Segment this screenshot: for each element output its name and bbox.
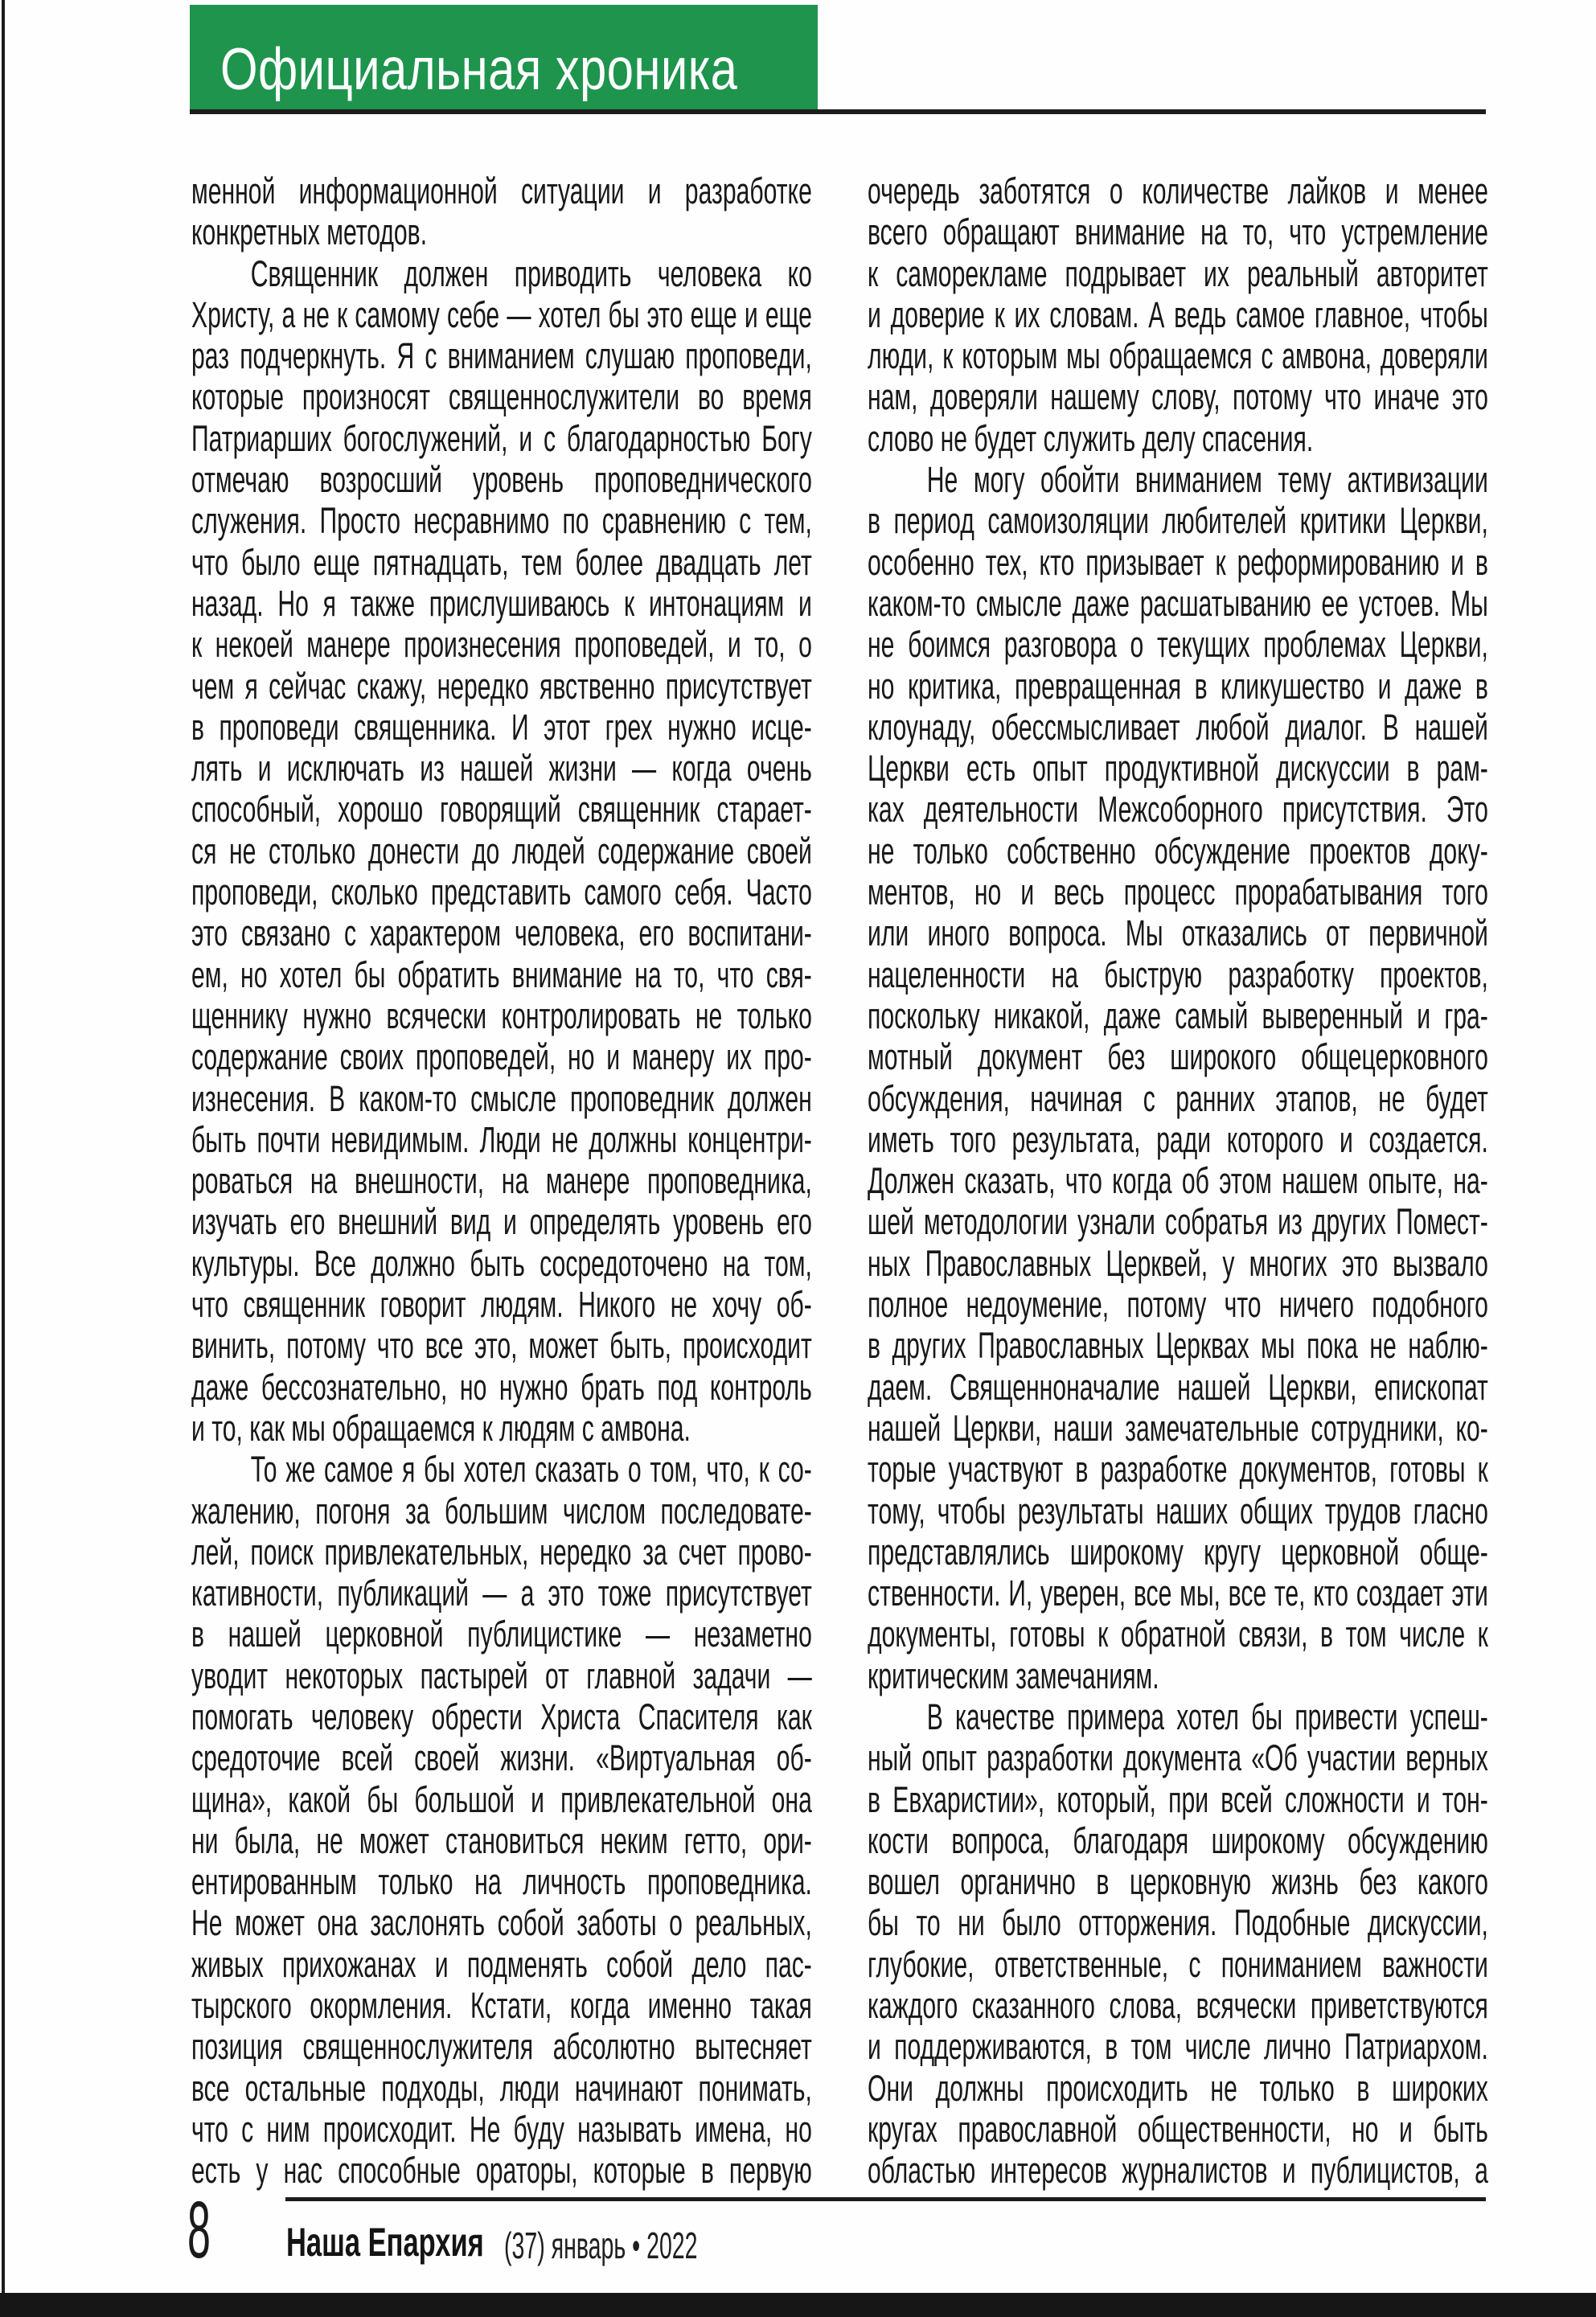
text-line: ках деятельности Межсоборного присутствия. Это — [868, 789, 1488, 830]
text-line: средоточие всей своей жизни. «Виртуальная об- — [191, 1737, 812, 1779]
text-line: Патриарших богослужений, и с благодарностью Богу — [191, 417, 812, 459]
text-line: тому, чтобы результаты наших общих трудов гласно — [868, 1490, 1488, 1532]
text-line: То же самое я бы хотел сказать о том, что, к со- — [250, 1449, 812, 1491]
text-line: Не могу обойти вниманием тему активизации — [926, 459, 1488, 501]
text-line: которые произносят священнослужители во время — [191, 376, 812, 418]
text-line: и поддерживаются, в том числе лично Патриархом. — [868, 2026, 1488, 2068]
text-line: критическим замечаниям. — [868, 1655, 1159, 1696]
section-title: Официальная хроника — [220, 37, 738, 102]
text-line: быть почти невидимым. Люди не должны концентри- — [191, 1118, 812, 1160]
text-line: люди, к которым мы обращаемся с амвона, доверяли — [868, 335, 1488, 377]
text-line: способный, хорошо говорящий священник старает- — [191, 789, 812, 830]
text-line: Должен сказать, что когда об этом нашем опыте, на- — [868, 1160, 1488, 1202]
page-left-edge-line — [2, 0, 5, 2317]
text-line: и то, как мы обращаемся к людям с амвона. — [191, 1407, 691, 1449]
text-line: жалению, погоня за большим числом последовате- — [191, 1490, 812, 1532]
text-line: Священник должен приводить человека ко — [250, 252, 812, 294]
text-line: но критика, превращенная в кликушество и даже в — [868, 665, 1488, 707]
text-line: щеннику нужно всячески контролировать не только — [191, 994, 812, 1036]
text-line: всего обращают внимание на то, что устремление — [868, 211, 1488, 253]
page-number: 8 — [187, 2185, 211, 2275]
header-rule — [190, 109, 1486, 114]
text-line: служения. Просто несравнимо по сравнению с тем, — [191, 500, 812, 542]
text-line: документы, готовы к обратной связи, в том числе к — [868, 1614, 1488, 1655]
text-line: бы то ни было отторжения. Подобные дискуссии, — [868, 1902, 1488, 1944]
text-line: кативности, публикаций — а это тоже присутствует — [191, 1573, 812, 1614]
text-line: глубокие, ответственные, с пониманием важности — [868, 1943, 1488, 1985]
text-line: в период самоизоляции любителей критики Церкви, — [868, 500, 1488, 542]
text-line: отмечаю возросший уровень проповеднического — [191, 459, 812, 501]
text-line: все остальные подходы, люди начинают понимать, — [191, 2067, 812, 2109]
text-line: ментов, но и весь процесс прорабатывания того — [868, 871, 1488, 913]
text-line: каком-то смысле даже расшатыванию ее устоев. Мы — [868, 582, 1488, 624]
text-line: Не может она заслонять собой заботы о реальных, — [191, 1902, 812, 1944]
text-line: даем. Священноначалие нашей Церкви, епископат — [868, 1366, 1488, 1408]
article-column-right — [868, 170, 1488, 2192]
text-line: нам, доверяли нашему слову, потому что иначе это — [868, 376, 1488, 418]
text-line: областью интересов журналистов и публицистов, а — [868, 2150, 1488, 2192]
text-line: кругах православной общественности, но и быть — [868, 2108, 1488, 2150]
text-line: шей методологии узнали собратья из других Помест- — [868, 1201, 1488, 1243]
text-line: раз подчеркнуть. Я с вниманием слушаю проповеди, — [191, 335, 812, 377]
text-line: ных Православных Церквей, у многих это вызвало — [868, 1242, 1488, 1284]
text-line: каждого сказанного слова, всячески приветствуются — [868, 1985, 1488, 2027]
text-line: чем я сейчас скажу, нередко явственно присутствует — [191, 665, 812, 707]
text-line: ентированным только на личность проповедника. — [191, 1861, 812, 1903]
text-line: конкретных методов. — [191, 211, 428, 253]
text-line: торые участвуют в разработке документов, готовы к — [868, 1449, 1488, 1491]
text-line: клоунаду, обессмысливает любой диалог. В нашей — [868, 706, 1488, 748]
text-line: проповеди, сколько представить самого себя. Часто — [191, 871, 812, 913]
text-line: полное недоумение, потому что ничего подобного — [868, 1284, 1488, 1326]
text-line: и доверие к их словам. А ведь самое главное, чтобы — [868, 293, 1488, 335]
text-line: это связано с характером человека, его воспитани- — [191, 912, 812, 954]
text-line: культуры. Все должно быть сосредоточено на том, — [191, 1242, 812, 1284]
article-column-left — [191, 170, 812, 2192]
magazine-title: Наша Епархия — [286, 2220, 484, 2265]
text-line: очередь заботятся о количестве лайков и менее — [868, 170, 1488, 211]
text-line: живых прихожанах и подменять собой дело пас- — [191, 1943, 812, 1985]
text-line: ный опыт разработки документа «Об участии верных — [868, 1737, 1488, 1779]
section-banner — [190, 5, 818, 113]
text-line: не только собственно обсуждение проектов доку- — [868, 830, 1488, 871]
page-bottom-edge-bar — [0, 2293, 1596, 2317]
text-line: изнесения. В каком-то смысле проповедник должен — [191, 1077, 812, 1119]
text-line: есть у нас способные ораторы, которые в первую — [191, 2150, 812, 2192]
text-line: ем, но хотел бы обратить внимание на то, что свя- — [191, 953, 812, 995]
text-line: слово не будет служить делу спасения. — [868, 417, 1314, 459]
text-line: что было еще пятнадцать, тем более двадцать лет — [191, 541, 812, 583]
text-line: кости вопроса, благодаря широкому обсуждению — [868, 1819, 1488, 1861]
text-line: особенно тех, кто призывает к реформированию и в — [868, 541, 1488, 583]
text-line: В качестве примера хотел бы привести успеш- — [926, 1696, 1488, 1737]
text-line: что священник говорит людям. Никого не хочу об- — [191, 1284, 812, 1326]
text-line: вошел органично в церковную жизнь без какого — [868, 1861, 1488, 1903]
text-line: тырского окормления. Кстати, когда именно такая — [191, 1985, 812, 2027]
text-line: щина», какой бы большой и привлекательной она — [191, 1778, 812, 1820]
text-line: в других Православных Церквах мы пока не наблю- — [868, 1325, 1488, 1367]
issue-info: (37) январь • 2022 — [504, 2225, 698, 2266]
text-line: позиция священнослужителя абсолютно вытесняет — [191, 2026, 812, 2068]
text-line: обсуждения, начиная с ранних этапов, не будет — [868, 1077, 1488, 1119]
text-line: даже бессознательно, но нужно брать под контроль — [191, 1366, 812, 1408]
text-line: к некоей манере произнесения проповедей, и то, о — [191, 624, 812, 666]
text-line: или иного вопроса. Мы отказались от первичной — [868, 912, 1488, 954]
text-line: Они должны происходить не только в широких — [868, 2067, 1488, 2109]
text-line: винить, потому что все это, может быть, происходит — [191, 1325, 812, 1367]
text-line: к саморекламе подрывает их реальный авторитет — [868, 252, 1488, 294]
text-line: мотный документ без широкого общецерковного — [868, 1036, 1488, 1078]
text-line: роваться на внешности, на манере проповедника, — [191, 1160, 812, 1202]
text-line: не боимся разговора о текущих проблемах Церкви, — [868, 624, 1488, 666]
text-line: в нашей церковной публицистике — незаметно — [191, 1614, 812, 1655]
text-line: ни была, не может становиться неким гетто, ори- — [191, 1819, 812, 1861]
text-line: ся не столько донести до людей содержание своей — [191, 830, 812, 871]
text-line: назад. Но я также прислушиваюсь к интонациям и — [191, 582, 812, 624]
text-line: лять и исключать из нашей жизни — когда очень — [191, 748, 812, 789]
text-line: иметь того результата, ради которого и создается. — [868, 1118, 1488, 1160]
text-line: содержание своих проповедей, но и манеру их про- — [191, 1036, 812, 1078]
footer-rule — [285, 2197, 1486, 2201]
text-line: в Евхаристии», который, при всей сложности и тон- — [868, 1778, 1488, 1820]
text-line: представлялись широкому кругу церковной обще- — [868, 1531, 1488, 1573]
text-line: в проповеди священника. И этот грех нужно исце- — [191, 706, 812, 748]
text-line: поскольку никакой, даже самый выверенный и гра- — [868, 994, 1488, 1036]
text-line: нацеленности на быструю разработку проектов, — [868, 953, 1488, 995]
text-line: лей, поиск привлекательных, нередко за счет прово- — [191, 1531, 812, 1573]
text-line: менной информационной ситуации и разработке — [191, 170, 812, 211]
text-line: изучать его внешний вид и определять уровень его — [191, 1201, 812, 1243]
text-line: Христу, а не к самому себе — хотел бы это еще и еще — [191, 293, 812, 335]
text-line: Церкви есть опыт продуктивной дискуссии в рам- — [868, 748, 1488, 789]
text-line: помогать человеку обрести Христа Спасителя как — [191, 1696, 812, 1737]
text-line: что с ним происходит. Не буду называть имена, но — [191, 2108, 812, 2150]
text-line: нашей Церкви, наши замечательные сотрудники, ко- — [868, 1407, 1488, 1449]
text-line: ственности. И, уверен, все мы, все те, кто создает эти — [868, 1573, 1488, 1614]
text-line: уводит некоторых пастырей от главной задачи — — [191, 1655, 812, 1696]
